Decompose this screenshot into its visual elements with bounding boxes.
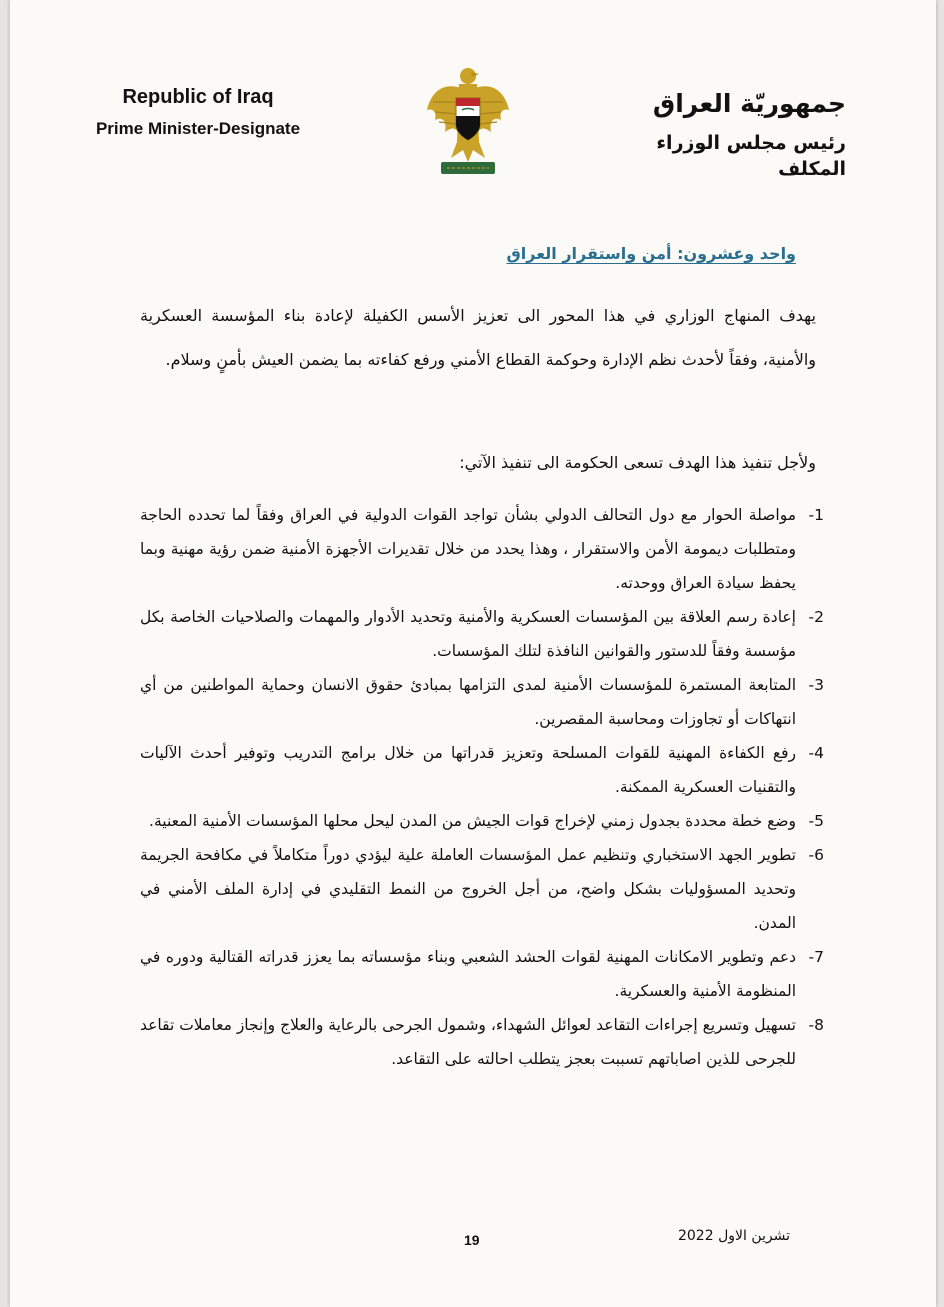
list-item (140, 838, 824, 940)
section-title: واحد وعشرون: أمن واستقرار العراق (506, 244, 796, 263)
item-number: 5- (808, 812, 824, 830)
item-number: 1- (808, 506, 824, 524)
item-number: 7- (808, 948, 824, 966)
item-number: 2- (808, 608, 824, 626)
page-number: 19 (464, 1232, 480, 1248)
item-text: المتابعة المستمرة للمؤسسات الأمنية لمدى التزامها بمبادئ حقوق الانسان وحماية المواطنين من أي انتهاكات أو تجاوزات ومحاسبة المقصرين. (140, 676, 796, 728)
item-number: 4- (808, 744, 824, 762)
item-text: إعادة رسم العلاقة بين المؤسسات العسكرية والأمنية وتحديد الأدوار والمهمات والصلاحيات الخاصة بكل مؤسسة وفقاً للدستور والقوانين النافذة لتلك المؤسسات. (140, 608, 796, 660)
iraq-eagle-emblem-icon (423, 62, 513, 184)
item-text: وضع خطة محددة بجدول زمني لإخراج قوات الجيش من المدن ليحل محلها المؤسسات الأمنية المعنية. (149, 812, 796, 830)
item-text: تسهيل وتسريع إجراءات التقاعد لعوائل الشهداء، وشمول الجرحى بالرعاية والعلاج وإنجاز معاملات تقاعد للجرحى للذين اصاباتهم تسببت بعجز يتطلب احالته على التقاعد. (140, 1016, 796, 1068)
list-item (140, 600, 824, 668)
item-text: رفع الكفاءة المهنية للقوات المسلحة وتعزيز قدراتها من خلال برامج التدريب وتوفير أحدث الآليات والتقنيات العسكرية الممكنة. (140, 744, 796, 796)
arabic-header-title: جمهوريّة العراق (652, 89, 846, 118)
item-text: مواصلة الحوار مع دول التحالف الدولي بشأن تواجد القوات الدولية في العراق وفقاً لما تحدده الحاجة ومتطلبات ديمومة الأمن والاستقرار ، وهذا يحدد من خلال تقديرات الأجهزة الأمنية ضمن رؤية مهنية وبما يحفظ سيادة العراق ووحدته. (140, 506, 796, 592)
list-item (140, 668, 824, 736)
document-page (10, 0, 936, 1307)
item-text: تطوير الجهد الاستخباري وتنظيم عمل المؤسسات العاملة علية ليؤدي دوراً متكاملاً في مكافحة الجريمة وتحديد المسؤوليات بشكل واضح، من أجل الخروج من النمط التقليدي في إدارة الملف الأمني في المدن. (140, 846, 796, 932)
item-number: 8- (808, 1016, 824, 1034)
intro-paragraph: يهدف المنهاج الوزاري في هذا المحور الى تعزيز الأسس الكفيلة لإعادة بناء المؤسسة العسكرية والأمنية، وفقاً لأحدث نظم الإدارة وحوكمة القطاع الأمني ورفع كفاءته بما يضمن العيش بأمنٍ وسلام. (140, 306, 816, 369)
list-item (140, 498, 824, 600)
lead-sentence: ولأجل تنفيذ هذا الهدف تسعى الحكومة الى تنفيذ الآتي: (459, 453, 816, 472)
list-item (140, 736, 824, 804)
arabic-header-subtitle: رئيس مجلس الوزراء المكلف (656, 132, 846, 180)
footer-date: تشرين الاول 2022 (677, 1228, 790, 1244)
arabic-letterhead (586, 88, 846, 182)
english-header-subtitle: Prime Minister-Designate (95, 119, 301, 138)
list-item (140, 940, 824, 1008)
item-text: دعم وتطوير الامكانات المهنية لقوات الحشد الشعبي وبناء مؤسساته بما يعزز قدراته القتالية ودوره في المنظومة الأمنية والعسكرية. (140, 948, 796, 1000)
action-items-list (140, 498, 824, 1076)
english-header-title: Republic of Iraq (122, 86, 274, 108)
list-item (140, 804, 824, 838)
item-number: 3- (808, 676, 824, 694)
english-letterhead (78, 84, 318, 141)
item-number: 6- (808, 846, 824, 864)
list-item (140, 1008, 824, 1076)
